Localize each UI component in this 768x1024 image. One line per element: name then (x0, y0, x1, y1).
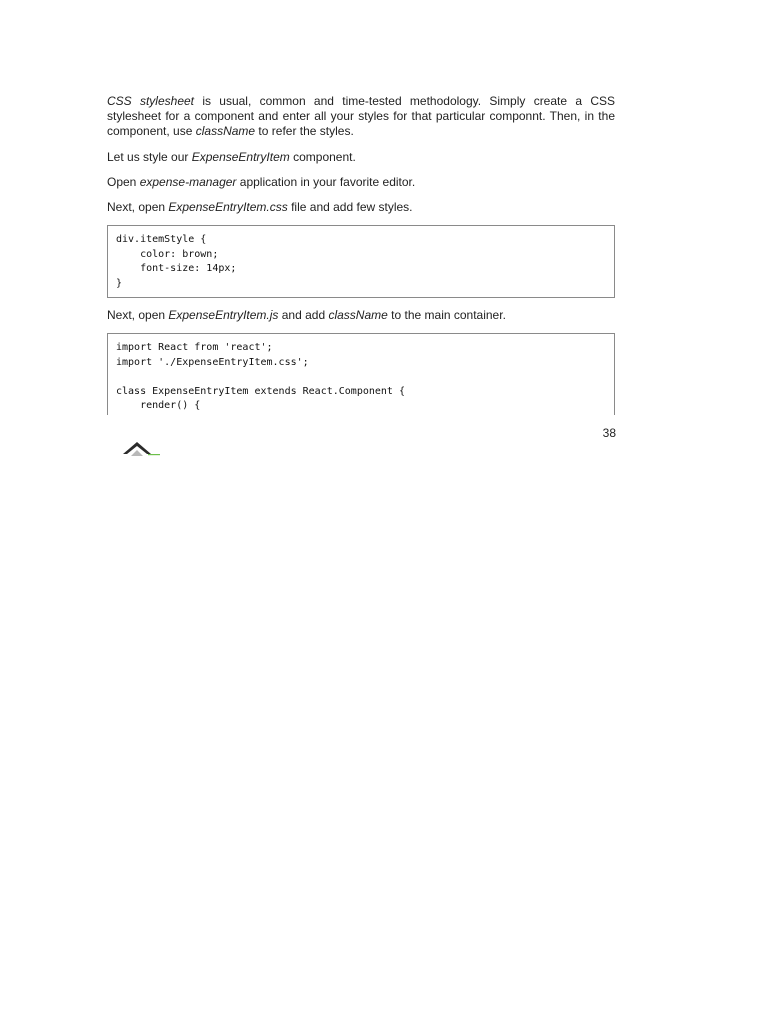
paragraph-open-css-file: Next, open ExpenseEntryItem.css file and add few styles. (107, 200, 413, 214)
term-expense-entry-item: ExpenseEntryItem (191, 150, 290, 164)
code-block-css (107, 225, 615, 298)
code-line (116, 370, 606, 385)
code-block-js (107, 333, 615, 415)
term-js-filename: ExpenseEntryItem.js (168, 308, 279, 322)
tutorialspoint-logo-icon (122, 440, 162, 456)
page-number: 38 (602, 426, 616, 440)
term-css-stylesheet: CSS stylesheet (107, 94, 195, 108)
term-css-filename: ExpenseEntryItem.css (168, 200, 288, 214)
code-line: font-size: 14px; (116, 263, 237, 274)
term-expense-manager: expense-manager (139, 175, 237, 189)
paragraph-open-application: Open expense-manager application in your favorite editor. (107, 175, 416, 189)
paragraph-open-js-file: Next, open ExpenseEntryItem.js and add className to the main container. (107, 308, 506, 322)
code-line: } (116, 277, 123, 289)
code-line: import React from 'react'; (116, 342, 273, 353)
code-line: color: brown; (116, 248, 219, 260)
paragraph-css-stylesheet: CSS stylesheet is usual, common and time-tested methodology. Simply create a CSS stylesheet for a component and enter all your styles for that particular componnt. Then, in the component, use className to refer the styles. (107, 94, 615, 138)
code-line: class ExpenseEntryItem extends React.Component { (116, 385, 405, 397)
code-line: render() { (116, 400, 201, 411)
paragraph-style-component: Let us style our ExpenseEntryItem component. (107, 150, 356, 164)
code-line: div.itemStyle { (116, 234, 207, 245)
code-line: import './ExpenseEntryItem.css'; (116, 356, 309, 368)
term-classname: className (195, 124, 256, 138)
term-classname: className (328, 308, 388, 322)
document-page (107, 94, 615, 425)
